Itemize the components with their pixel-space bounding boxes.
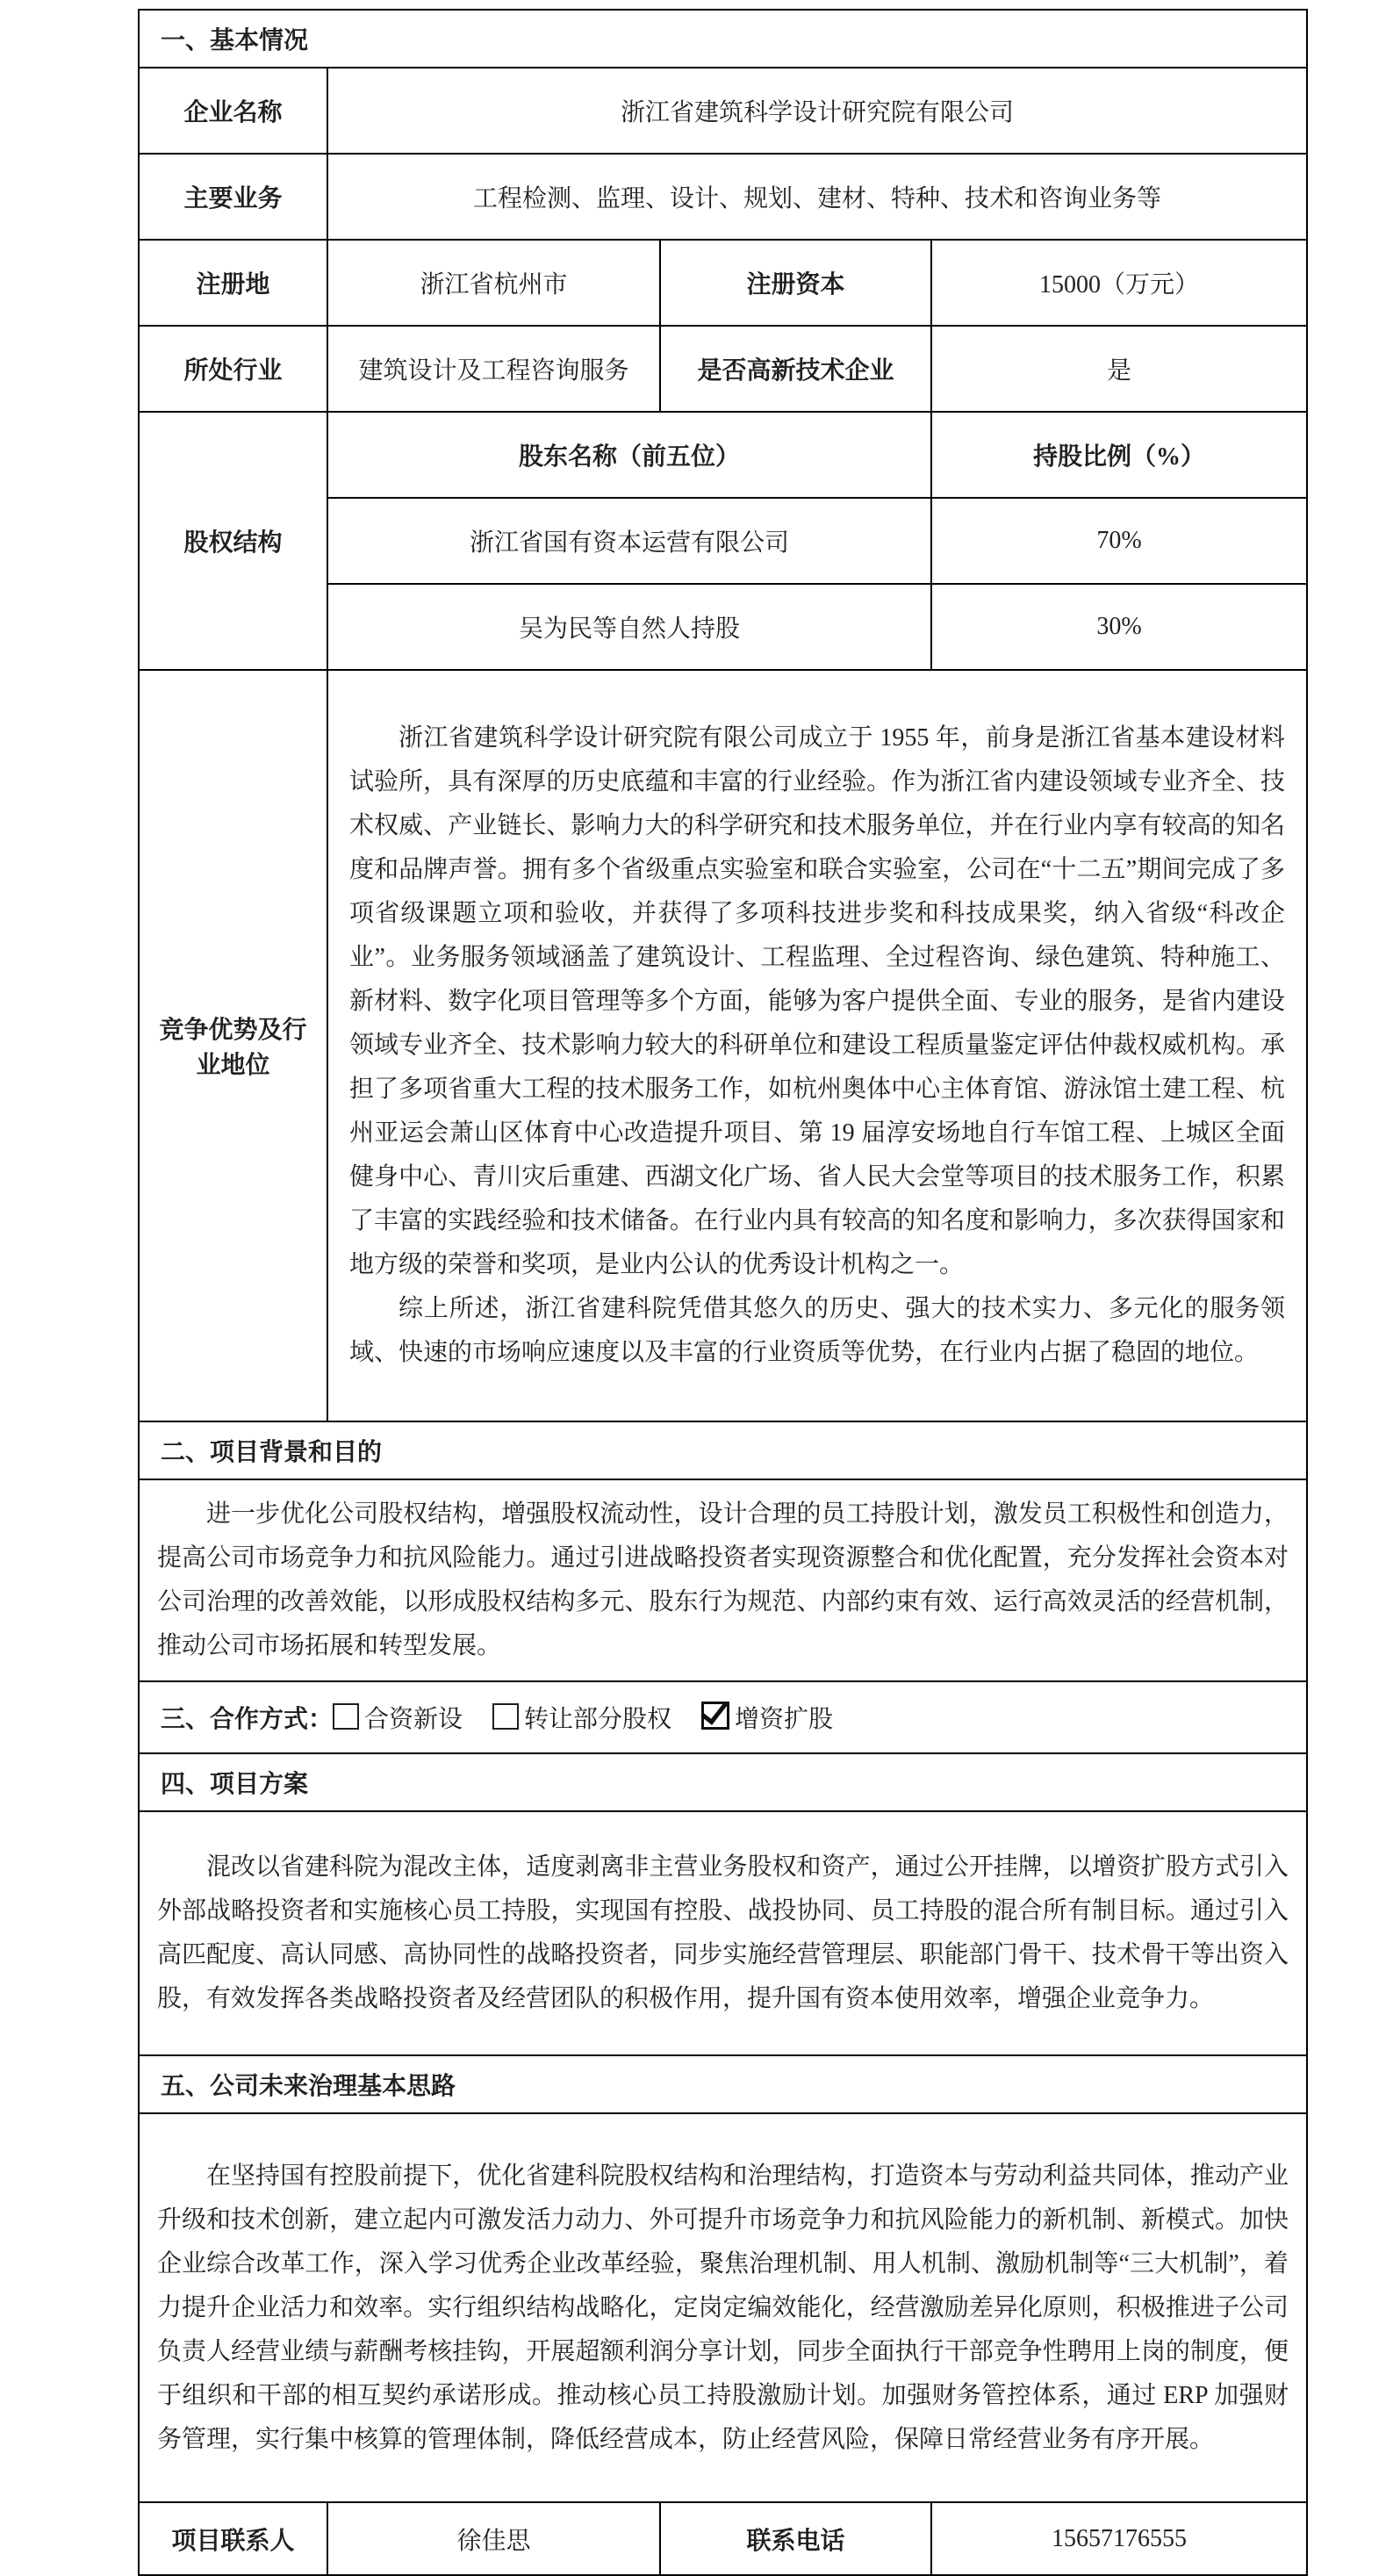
industry-row [139,326,1307,412]
company-name-row [139,68,1307,154]
contact-phone-label: 联系电话 [660,2502,931,2575]
reg-capital-label: 注册资本 [660,240,931,326]
reg-place-label: 注册地 [139,240,327,326]
shareholder-ratio: 30% [931,584,1307,670]
advantage-row [139,670,1307,1421]
cooperation-option [492,1706,671,1733]
plan-paragraph-row [139,1811,1307,2055]
governance-paragraph-row [139,2113,1307,2502]
advantage-paragraph-1: 浙江省建筑科学设计研究院有限公司成立于 1955 年，前身是浙江省基本建设材料试验所，具有深厚的历史底蕴和丰富的行业经验。作为浙江省内建设领域专业齐全、技术权威、产业链长、影响力大的科学研究和技术服务单位，并在行业内享有较高的知名度和品牌声誉。拥有多个省级重点实验室和联合实验室，公司在“十二五”期间完成了多项省级课题立项和验收，并获得了多项科技进步奖和科技成果奖，纳入省级“科改企业”。业务服务领域涵盖了建筑设计、工程监理、全过程咨询、绿色建筑、特种施工、新材料、数字化项目管理等多个方面，能够为客户提供全面、专业的服务，是省内建设领域专业齐全、技术影响力较大的科研单位和建设工程质量鉴定评估仲裁权威机构。承担了多项省重大工程的技术服务工作，如杭州奥体中心主体育馆、游泳馆土建工程、杭州亚运会萧山区体育中心改造提升项目、第 19 届淳安场地自行车馆工程、上城区全面健身中心、青川灾后重建、西湖文化广场、省人民大会堂等项目的技术服务工作，积累了丰富的实践经验和技术储备。在行业内具有较高的知名度和影响力，多次获得国家和地方级的荣誉和奖项，是业内公认的优秀设计机构之一。 [349,724,1286,1278]
contact-row [139,2502,1307,2575]
checkbox-checked-icon [701,1702,729,1730]
checkbox-icon [333,1703,359,1730]
section-governance-header-row [139,2055,1307,2113]
contact-phone-value: 15657176555 [931,2502,1307,2575]
plan-paragraph: 混改以省建科院为混改主体，适度剥离非主营业务股权和资产，通过公开挂牌，以增资扩股方式引入外部战略投资者和实施核心员工持股，实现国有控股、战投协同、员工持股的混合所有制目标。通过引入高匹配度、高认同感、高协同性的战略投资者，同步实施经营管理层、职能部门骨干、技术骨干等出资入股，有效发挥各类战略投资者及经营团队的积极作用，提升国有资本使用效率，增强企业竞争力。 [157,1853,1289,2012]
background-paragraph-row [139,1479,1307,1681]
cooperation-option-label: 合资新设 [364,1706,463,1733]
cooperation-option [701,1706,833,1733]
shareholder-header-row [139,412,1307,498]
section-background-header-row [139,1421,1307,1479]
cooperation-cell [139,1681,1307,1753]
governance-content [139,2113,1307,2502]
reg-place-value: 浙江省杭州市 [327,240,660,326]
section-governance-header: 五、公司未来治理基本思路 [139,2055,1307,2113]
equity-structure-label: 股权结构 [139,412,327,670]
shareholder-name-header: 股东名称（前五位） [327,412,931,498]
section-plan-header: 四、项目方案 [139,1753,1307,1811]
cooperation-label: 三、合作方式： [161,1706,334,1733]
section-basic-header: 一、基本情况 [139,10,1307,68]
cooperation-option-label: 转让部分股权 [524,1706,672,1733]
company-info-table [138,9,1308,2576]
contact-person-value: 徐佳思 [327,2502,660,2575]
company-name-value: 浙江省建筑科学设计研究院有限公司 [327,68,1307,154]
plan-content [139,1811,1307,2055]
cooperation-option [333,1706,463,1733]
industry-label: 所处行业 [139,326,327,412]
main-business-row [139,154,1307,240]
shareholder-name: 吴为民等自然人持股 [327,584,931,670]
shareholding-ratio-header: 持股比例（%） [931,412,1307,498]
advantage-label: 竞争优势及行业地位 [139,670,327,1421]
reg-capital-value: 15000（万元） [931,240,1307,326]
background-content [139,1479,1307,1681]
hightech-label: 是否高新技术企业 [660,326,931,412]
checkbox-icon [492,1703,519,1730]
cooperation-options [333,1706,863,1733]
main-business-value: 工程检测、监理、设计、规划、建材、特种、技术和咨询业务等 [327,154,1307,240]
main-business-label: 主要业务 [139,154,327,240]
governance-paragraph: 在坚持国有控股前提下，优化省建科院股权结构和治理结构，打造资本与劳动利益共同体，推动产业升级和技术创新，建立起内可激发活力动力、外可提升市场竞争力和抗风险能力的新机制、新模式。加快企业综合改革工作，深入学习优秀企业改革经验，聚焦治理机制、用人机制、激励机制等“三大机制”，着力提升企业活力和效率。实行组织结构战略化，定岗定编效能化，经营激励差异化原则，积极推进子公司负责人经营业绩与薪酬考核挂钩，开展超额利润分享计划，同步全面执行干部竞争性聘用上岗的制度，便于组织和干部的相互契约承诺形成。推动核心员工持股激励计划。加强财务管控体系，通过 ERP 加强财务管理，实行集中核算的管理体制，降低经营成本，防止经营风险，保障日常经营业务有序开展。 [157,2162,1289,2453]
shareholder-name: 浙江省国有资本运营有限公司 [327,498,931,584]
section-background-header: 二、项目背景和目的 [139,1421,1307,1479]
section-plan-header-row [139,1753,1307,1811]
section-basic-header-row [139,10,1307,68]
cooperation-row [139,1681,1307,1753]
hightech-value: 是 [931,326,1307,412]
registration-row [139,240,1307,326]
advantage-paragraph-2: 综上所述，浙江省建科院凭借其悠久的历史、强大的技术实力、多元化的服务领域、快速的市场响应速度以及丰富的行业资质等优势，在行业内占据了稳固的地位。 [349,1295,1286,1366]
advantage-content [327,670,1307,1421]
shareholder-ratio: 70% [931,498,1307,584]
cooperation-option-label: 增资扩股 [735,1706,834,1733]
industry-value: 建筑设计及工程咨询服务 [327,326,660,412]
company-name-label: 企业名称 [139,68,327,154]
contact-person-label: 项目联系人 [139,2502,327,2575]
background-paragraph: 进一步优化公司股权结构，增强股权流动性，设计合理的员工持股计划，激发员工积极性和创造力，提高公司市场竞争力和抗风险能力。通过引进战略投资者实现资源整合和优化配置，充分发挥社会资本对公司治理的改善效能，以形成股权结构多元、股东行为规范、内部约束有效、运行高效灵活的经营机制，推动公司市场拓展和转型发展。 [157,1500,1289,1659]
